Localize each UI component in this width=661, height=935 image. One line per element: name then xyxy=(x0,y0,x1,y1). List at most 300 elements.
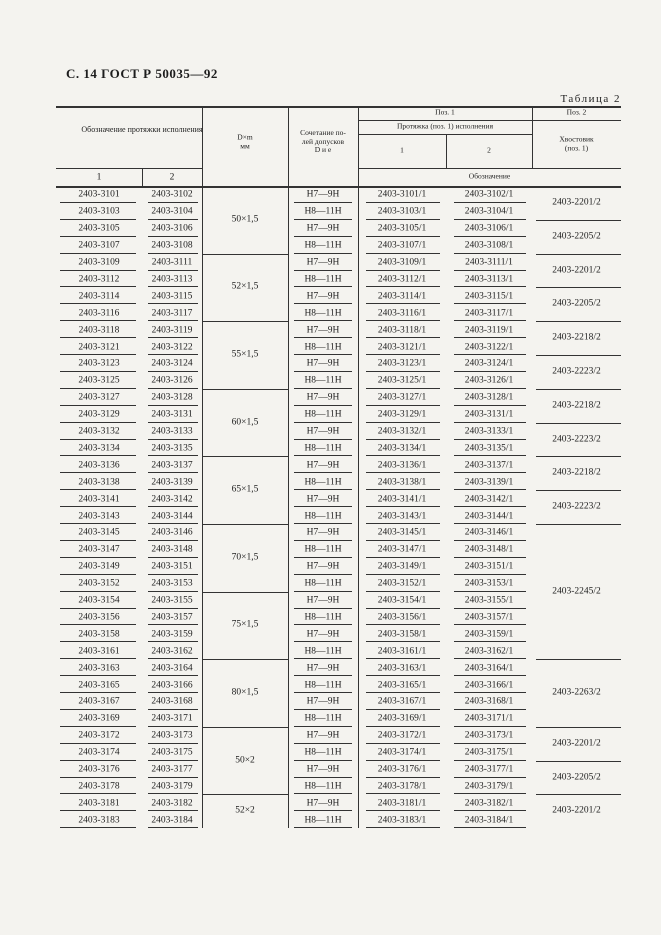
cell-exec-1: 2403-3101 xyxy=(78,189,120,200)
grid-line xyxy=(366,337,440,338)
col-pos1-sub-header: Протяжка (поз. 1) исполнения xyxy=(396,121,494,131)
grid-line xyxy=(148,286,198,287)
cell-tolerance: H7—9H xyxy=(306,730,340,741)
grid-line xyxy=(294,337,352,338)
cell-pos1-exec-1: 2403-3141/1 xyxy=(377,493,427,504)
grid-line xyxy=(202,794,288,795)
col-pos1-exec-2-header: 2 xyxy=(487,145,491,155)
cell-exec-1: 2403-3109 xyxy=(78,257,120,268)
cell-pos1-exec-1: 2403-3125/1 xyxy=(377,375,427,386)
cell-pos1-exec-2: 2403-3128/1 xyxy=(464,392,514,403)
cell-exec-1: 2403-3121 xyxy=(78,341,120,352)
cell-exec-2: 2403-3153 xyxy=(151,578,193,589)
grid-line xyxy=(366,286,440,287)
cell-exec-1: 2403-3167 xyxy=(78,696,120,707)
grid-line xyxy=(366,692,440,693)
grid-line xyxy=(366,658,440,659)
cell-pos1-exec-2: 2403-3164/1 xyxy=(464,662,514,673)
grid-line xyxy=(294,405,352,406)
grid-line xyxy=(148,777,198,778)
grid-line xyxy=(536,389,621,390)
cell-pos1-exec-2: 2403-3157/1 xyxy=(464,612,514,623)
cell-pos2-group: 2403-2223/2 xyxy=(552,366,601,377)
cell-exec-1: 2403-3172 xyxy=(78,730,120,741)
grid-line xyxy=(454,624,526,625)
cell-exec-1: 2403-3156 xyxy=(78,612,120,623)
cell-pos1-exec-2: 2403-3108/1 xyxy=(464,240,514,251)
grid-line xyxy=(148,506,198,507)
grid-line xyxy=(294,388,352,389)
cell-pos1-exec-2: 2403-3126/1 xyxy=(464,375,514,386)
cell-pos1-exec-1: 2403-3112/1 xyxy=(377,274,427,285)
cell-exec-2: 2403-3139 xyxy=(151,477,193,487)
cell-pos1-exec-2: 2403-3144/1 xyxy=(464,510,514,521)
col-dm-header: D×m мм xyxy=(237,132,253,150)
cell-exec-2: 2403-3175 xyxy=(151,747,193,758)
grid-line xyxy=(366,506,440,507)
cell-pos1-exec-1: 2403-3118/1 xyxy=(377,324,427,335)
cell-pos1-exec-1: 2403-3134/1 xyxy=(377,443,427,454)
cell-tolerance: H8—11H xyxy=(304,815,342,825)
grid-line xyxy=(446,134,447,168)
grid-line xyxy=(148,303,198,304)
specification-table xyxy=(56,106,621,825)
cell-exec-1: 2403-3154 xyxy=(78,595,120,606)
grid-line xyxy=(366,574,440,575)
cell-exec-1: 2403-3165 xyxy=(78,679,120,690)
cell-exec-2: 2403-3142 xyxy=(151,493,193,504)
grid-line xyxy=(148,455,198,456)
grid-line xyxy=(366,726,440,727)
grid-line xyxy=(366,827,440,828)
grid-line xyxy=(294,675,352,676)
cell-tolerance: H8—11H xyxy=(304,578,342,589)
grid-line xyxy=(202,659,288,660)
grid-line xyxy=(366,793,440,794)
cell-pos1-exec-1: 2403-3156/1 xyxy=(377,612,427,623)
cell-pos1-exec-1: 2403-3158/1 xyxy=(377,629,427,640)
grid-line xyxy=(294,540,352,541)
col-pos1-header: Поз. 1 xyxy=(435,107,455,117)
grid-line xyxy=(60,320,136,321)
cell-tolerance: H7—9H xyxy=(306,527,340,538)
grid-line xyxy=(202,456,288,457)
grid-line xyxy=(358,134,532,135)
grid-line xyxy=(294,760,352,761)
grid-line xyxy=(60,760,136,761)
grid-line xyxy=(56,186,621,188)
cell-pos1-exec-2: 2403-3153/1 xyxy=(464,578,514,589)
grid-line xyxy=(294,286,352,287)
grid-line xyxy=(148,371,198,372)
grid-line xyxy=(294,709,352,710)
grid-line xyxy=(294,439,352,440)
grid-line xyxy=(60,422,136,423)
grid-line xyxy=(366,439,440,440)
grid-line xyxy=(60,726,136,727)
grid-line xyxy=(60,303,136,304)
grid-line xyxy=(60,439,136,440)
cell-exec-1: 2403-3176 xyxy=(78,764,120,775)
grid-line xyxy=(294,743,352,744)
cell-exec-1: 2403-3127 xyxy=(78,392,120,403)
cell-exec-2: 2403-3126 xyxy=(151,375,193,386)
grid-line xyxy=(202,106,203,828)
grid-line xyxy=(202,254,288,255)
cell-pos1-exec-2: 2403-3148/1 xyxy=(464,544,514,555)
grid-line xyxy=(294,608,352,609)
cell-pos1-exec-1: 2403-3176/1 xyxy=(377,764,427,775)
grid-line xyxy=(536,524,621,525)
cell-exec-1: 2403-3103 xyxy=(78,206,120,217)
cell-pos1-exec-1: 2403-3103/1 xyxy=(377,206,427,217)
cell-exec-2: 2403-3146 xyxy=(151,527,193,538)
cell-pos1-exec-2: 2403-3184/1 xyxy=(464,815,514,825)
grid-line xyxy=(454,827,526,828)
grid-line xyxy=(536,761,621,762)
grid-line xyxy=(148,641,198,642)
cell-pos1-exec-1: 2403-3154/1 xyxy=(377,595,427,606)
grid-line xyxy=(60,675,136,676)
grid-line xyxy=(454,557,526,558)
cell-tolerance: H7—9H xyxy=(306,358,340,369)
grid-line xyxy=(366,472,440,473)
grid-line xyxy=(454,591,526,592)
col-tolerance-header: Сочетание по- лей допусков D и е xyxy=(300,128,346,155)
cell-tolerance: H8—11H xyxy=(304,206,342,217)
grid-line xyxy=(294,202,352,203)
cell-tolerance: H8—11H xyxy=(304,274,342,285)
grid-line xyxy=(454,760,526,761)
cell-pos2-group: 2403-2201/2 xyxy=(552,264,601,275)
cell-pos1-exec-2: 2403-3177/1 xyxy=(464,764,514,775)
cell-pos1-exec-1: 2403-3152/1 xyxy=(377,578,427,589)
grid-line xyxy=(454,439,526,440)
cell-pos1-exec-2: 2403-3171/1 xyxy=(464,713,514,724)
grid-line xyxy=(454,303,526,304)
grid-line xyxy=(536,287,621,288)
grid-line xyxy=(294,236,352,237)
cell-tolerance: H7—9H xyxy=(306,662,340,673)
cell-exec-1: 2403-3107 xyxy=(78,240,120,251)
cell-tolerance: H7—9H xyxy=(306,257,340,268)
cell-pos1-exec-2: 2403-3168/1 xyxy=(464,696,514,707)
grid-line xyxy=(294,270,352,271)
cell-exec-1: 2403-3134 xyxy=(78,443,120,454)
grid-line xyxy=(148,827,198,828)
cell-exec-2: 2403-3151 xyxy=(151,561,193,572)
cell-tolerance: H7—9H xyxy=(306,460,340,471)
grid-line xyxy=(454,641,526,642)
cell-pos1-exec-1: 2403-3165/1 xyxy=(377,679,427,690)
grid-line xyxy=(148,726,198,727)
cell-tolerance: H7—9H xyxy=(306,798,340,809)
grid-line xyxy=(366,624,440,625)
grid-line xyxy=(148,202,198,203)
grid-line xyxy=(60,523,136,524)
cell-pos1-exec-1: 2403-3147/1 xyxy=(377,544,427,555)
cell-pos1-exec-1: 2403-3132/1 xyxy=(377,426,427,437)
cell-exec-2: 2403-3122 xyxy=(151,341,193,352)
grid-line xyxy=(366,675,440,676)
grid-line xyxy=(148,540,198,541)
grid-line xyxy=(148,658,198,659)
cell-exec-1: 2403-3141 xyxy=(78,493,120,504)
grid-line xyxy=(366,388,440,389)
cell-exec-2: 2403-3111 xyxy=(151,257,193,268)
grid-line xyxy=(536,659,621,660)
cell-exec-1: 2403-3112 xyxy=(78,274,120,285)
grid-line xyxy=(454,506,526,507)
cell-tolerance: H8—11H xyxy=(304,713,342,724)
grid-line xyxy=(294,624,352,625)
cell-pos1-exec-1: 2403-3145/1 xyxy=(377,527,427,538)
cell-pos1-exec-2: 2403-3155/1 xyxy=(464,595,514,606)
grid-line xyxy=(294,523,352,524)
grid-line xyxy=(148,439,198,440)
grid-line xyxy=(454,489,526,490)
grid-line xyxy=(294,591,352,592)
grid-line xyxy=(60,827,136,828)
grid-line xyxy=(148,320,198,321)
grid-line xyxy=(60,455,136,456)
cell-dm-group: 75×1,5 xyxy=(231,619,259,630)
grid-line xyxy=(294,422,352,423)
cell-dm-group: 70×1,5 xyxy=(231,552,259,563)
cell-exec-2: 2403-3102 xyxy=(151,189,193,200)
cell-tolerance: H8—11H xyxy=(304,308,342,318)
cell-exec-2: 2403-3108 xyxy=(151,240,193,251)
cell-exec-1: 2403-3181 xyxy=(78,798,120,809)
grid-line xyxy=(536,490,621,491)
cell-pos1-exec-1: 2403-3107/1 xyxy=(377,240,427,251)
cell-pos1-exec-1: 2403-3138/1 xyxy=(377,477,427,487)
cell-exec-1: 2403-3169 xyxy=(78,713,120,724)
cell-tolerance: H7—9H xyxy=(306,324,340,335)
grid-line xyxy=(148,405,198,406)
grid-line xyxy=(60,574,136,575)
grid-line xyxy=(148,574,198,575)
cell-pos1-exec-1: 2403-3143/1 xyxy=(377,510,427,521)
cell-tolerance: H8—11H xyxy=(304,781,342,792)
cell-exec-1: 2403-3105 xyxy=(78,223,120,234)
grid-line xyxy=(148,608,198,609)
cell-pos1-exec-1: 2403-3174/1 xyxy=(377,747,427,758)
cell-exec-2: 2403-3179 xyxy=(151,781,193,792)
cell-pos1-exec-1: 2403-3123/1 xyxy=(377,358,427,369)
cell-pos1-exec-2: 2403-3113/1 xyxy=(464,274,514,285)
grid-line xyxy=(60,506,136,507)
grid-line xyxy=(60,354,136,355)
grid-line xyxy=(202,524,288,525)
cell-pos1-exec-2: 2403-3162/1 xyxy=(464,646,514,656)
grid-line xyxy=(366,405,440,406)
cell-pos1-exec-2: 2403-3131/1 xyxy=(464,409,514,420)
cell-exec-2: 2403-3164 xyxy=(151,662,193,673)
cell-tolerance: H7—9H xyxy=(306,764,340,775)
grid-line xyxy=(366,303,440,304)
cell-pos1-exec-1: 2403-3136/1 xyxy=(377,460,427,471)
cell-exec-1: 2403-3178 xyxy=(78,781,120,792)
grid-line xyxy=(454,320,526,321)
cell-exec-2: 2403-3119 xyxy=(151,324,193,335)
cell-tolerance: H8—11H xyxy=(304,375,342,386)
grid-line xyxy=(60,793,136,794)
cell-exec-2: 2403-3162 xyxy=(151,646,193,656)
cell-pos1-exec-2: 2403-3119/1 xyxy=(464,324,514,335)
grid-line xyxy=(454,388,526,389)
grid-line xyxy=(366,540,440,541)
cell-pos2-group: 2403-2223/2 xyxy=(552,501,601,512)
grid-line xyxy=(60,608,136,609)
grid-line xyxy=(358,106,359,828)
grid-line xyxy=(294,692,352,693)
cell-tolerance: H7—9H xyxy=(306,595,340,606)
cell-pos2-group: 2403-2218/2 xyxy=(552,399,601,410)
grid-line xyxy=(366,455,440,456)
grid-line xyxy=(536,727,621,728)
cell-tolerance: H8—11H xyxy=(304,612,342,623)
grid-line xyxy=(142,168,143,186)
grid-line xyxy=(454,743,526,744)
cell-exec-1: 2403-3152 xyxy=(78,578,120,589)
grid-line xyxy=(454,219,526,220)
grid-line xyxy=(366,608,440,609)
grid-line xyxy=(60,591,136,592)
grid-line xyxy=(148,709,198,710)
cell-pos1-exec-2: 2403-3104/1 xyxy=(464,206,514,217)
cell-pos1-exec-2: 2403-3142/1 xyxy=(464,493,514,504)
grid-line xyxy=(294,303,352,304)
grid-line xyxy=(358,168,621,169)
grid-line xyxy=(366,777,440,778)
cell-pos1-exec-1: 2403-3101/1 xyxy=(377,189,427,200)
cell-exec-2: 2403-3131 xyxy=(151,409,193,420)
cell-exec-2: 2403-3171 xyxy=(151,713,193,724)
grid-line xyxy=(366,422,440,423)
grid-line xyxy=(366,489,440,490)
page-header: С. 14 ГОСТ Р 50035—92 xyxy=(66,66,218,81)
grid-line xyxy=(60,270,136,271)
cell-exec-1: 2403-3125 xyxy=(78,375,120,386)
cell-pos1-exec-2: 2403-3135/1 xyxy=(464,443,514,454)
grid-line xyxy=(148,472,198,473)
cell-pos1-exec-1: 2403-3105/1 xyxy=(377,223,427,234)
grid-line xyxy=(148,337,198,338)
grid-line xyxy=(454,202,526,203)
grid-line xyxy=(366,253,440,254)
cell-pos1-exec-1: 2403-3169/1 xyxy=(377,713,427,724)
grid-line xyxy=(454,726,526,727)
cell-exec-2: 2403-3157 xyxy=(151,612,193,623)
grid-line xyxy=(294,455,352,456)
grid-line xyxy=(60,540,136,541)
grid-line xyxy=(148,810,198,811)
grid-line xyxy=(454,540,526,541)
cell-exec-2: 2403-3182 xyxy=(151,798,193,809)
cell-exec-2: 2403-3144 xyxy=(151,510,193,521)
grid-line xyxy=(366,641,440,642)
col-exec-2-header: 2 xyxy=(169,172,175,183)
cell-pos1-exec-2: 2403-3111/1 xyxy=(465,257,513,268)
cell-pos1-exec-1: 2403-3181/1 xyxy=(377,798,427,809)
grid-line xyxy=(60,202,136,203)
cell-exec-1: 2403-3158 xyxy=(78,629,120,640)
grid-line xyxy=(202,727,288,728)
grid-line xyxy=(60,405,136,406)
grid-line xyxy=(148,675,198,676)
grid-line xyxy=(294,506,352,507)
grid-line xyxy=(60,472,136,473)
cell-dm-group: 65×1,5 xyxy=(231,484,259,495)
grid-line xyxy=(288,106,289,828)
grid-line xyxy=(294,793,352,794)
cell-dm-group: 50×2 xyxy=(235,754,255,765)
cell-exec-2: 2403-3173 xyxy=(151,730,193,741)
cell-exec-2: 2403-3113 xyxy=(151,274,193,285)
grid-line xyxy=(454,422,526,423)
cell-exec-1: 2403-3129 xyxy=(78,409,120,420)
grid-line xyxy=(366,354,440,355)
grid-line xyxy=(454,709,526,710)
col-exec-1-header: 1 xyxy=(96,172,102,183)
grid-line xyxy=(536,254,621,255)
grid-line xyxy=(148,743,198,744)
cell-exec-2: 2403-3124 xyxy=(151,358,193,369)
col-designation-label: Обозначение xyxy=(468,171,511,181)
grid-line xyxy=(536,321,621,322)
grid-line xyxy=(366,202,440,203)
cell-tolerance: H8—11H xyxy=(304,510,342,521)
grid-line xyxy=(366,523,440,524)
cell-pos1-exec-1: 2403-3178/1 xyxy=(377,781,427,792)
cell-exec-1: 2403-3123 xyxy=(78,358,120,369)
cell-pos1-exec-2: 2403-3182/1 xyxy=(464,798,514,809)
grid-line xyxy=(536,456,621,457)
cell-pos2-group: 2403-2201/2 xyxy=(552,805,601,816)
grid-line xyxy=(366,743,440,744)
cell-pos1-exec-2: 2403-3151/1 xyxy=(464,561,514,572)
grid-line xyxy=(366,810,440,811)
cell-pos1-exec-2: 2403-3124/1 xyxy=(464,358,514,369)
cell-pos2-group: 2403-2218/2 xyxy=(552,467,601,478)
cell-pos1-exec-2: 2403-3175/1 xyxy=(464,747,514,758)
table-title: Таблица 2 xyxy=(560,93,621,105)
grid-line xyxy=(294,810,352,811)
grid-line xyxy=(148,557,198,558)
cell-tolerance: H8—11H xyxy=(304,646,342,656)
grid-line xyxy=(536,220,621,221)
grid-line xyxy=(454,574,526,575)
cell-tolerance: H8—11H xyxy=(304,443,342,454)
grid-line xyxy=(294,557,352,558)
grid-line xyxy=(202,321,288,322)
grid-line xyxy=(536,794,621,795)
cell-tolerance: H7—9H xyxy=(306,426,340,437)
cell-pos1-exec-1: 2403-3183/1 xyxy=(377,815,427,825)
cell-exec-2: 2403-3148 xyxy=(151,544,193,555)
grid-line xyxy=(148,489,198,490)
grid-line xyxy=(532,106,533,168)
grid-line xyxy=(454,286,526,287)
cell-exec-2: 2403-3184 xyxy=(151,815,193,825)
cell-pos1-exec-1: 2403-3127/1 xyxy=(377,392,427,403)
cell-tolerance: H7—9H xyxy=(306,696,340,707)
cell-tolerance: H7—9H xyxy=(306,629,340,640)
cell-dm-group: 60×1,5 xyxy=(231,416,259,427)
col-pos2-header: Поз. 2 xyxy=(566,107,587,117)
cell-pos2-group: 2403-2223/2 xyxy=(552,433,601,444)
